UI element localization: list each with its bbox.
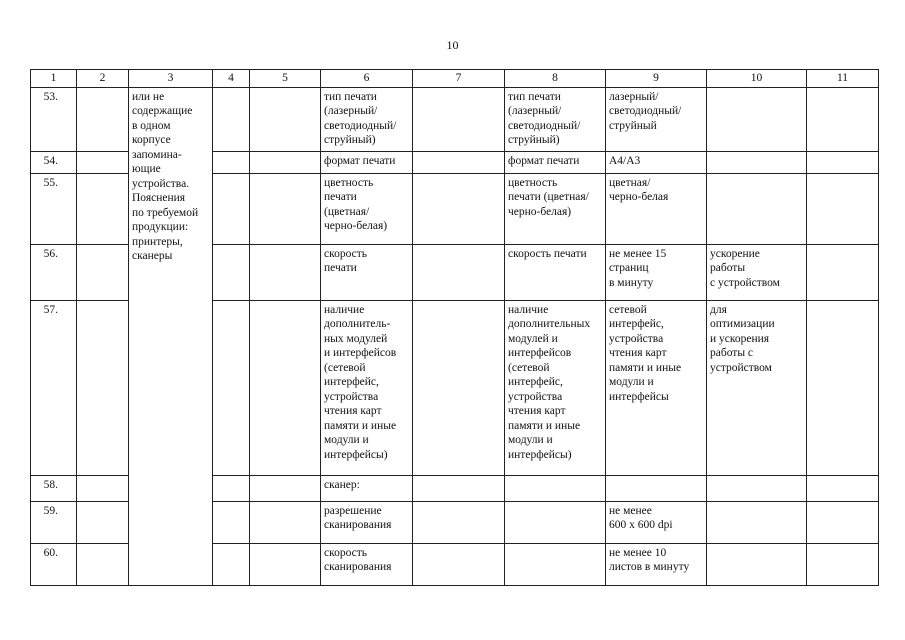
- col7-cell: [413, 300, 505, 475]
- characteristic-name-alt-cell-text: цветность печати (цветная/ черно-белая): [508, 176, 589, 218]
- characteristic-name-cell: [321, 543, 413, 585]
- characteristic-name-cell-text: наличие дополнитель- ных модулей и интерфейсов (сетевой интерфейс, устройства чтения карт памяти и иные модули и интерфейсы): [324, 303, 397, 461]
- col2-cell: [77, 475, 129, 501]
- col5-cell: [250, 87, 321, 151]
- justification-cell: [707, 87, 807, 151]
- col4-cell: [213, 87, 250, 151]
- justification-cell: [707, 475, 807, 501]
- row-number-cell: [31, 87, 77, 151]
- col7-cell: [413, 244, 505, 300]
- col2-cell: [77, 173, 129, 244]
- characteristic-name-cell-text: разрешение сканирования: [324, 504, 392, 531]
- col5-cell: [250, 475, 321, 501]
- characteristic-name-alt-cell: [505, 87, 606, 151]
- characteristic-value-cell-text: не менее 15 страниц в минуту: [609, 247, 667, 289]
- col4-cell: [213, 300, 250, 475]
- row-number-cell-text: 56.: [43, 247, 58, 260]
- justification-cell: [707, 244, 807, 300]
- col7-cell: [413, 543, 505, 585]
- col2-cell: [77, 244, 129, 300]
- characteristic-name-cell: [321, 173, 413, 244]
- col5-cell: [250, 543, 321, 585]
- col7-cell: [413, 87, 505, 151]
- column-header: 3: [129, 70, 213, 88]
- characteristic-value-cell: [606, 475, 707, 501]
- characteristic-name-alt-cell: [505, 475, 606, 501]
- characteristic-name-cell: [321, 501, 413, 543]
- col4-cell: [213, 151, 250, 173]
- characteristic-name-cell-text: скорость сканирования: [324, 546, 392, 573]
- characteristic-name-cell: [321, 87, 413, 151]
- characteristic-value-cell-text: сетевой интерфейс, устройства чтения карт памяти и иные модули и интерфейсы: [609, 303, 682, 403]
- characteristic-name-alt-cell-text: скорость печати: [508, 247, 587, 260]
- product-description-cell-text: или не содержащие в одном корпусе запомина- ющие устройства. Пояснения по требуемой продукции: принтеры, сканеры: [132, 90, 199, 262]
- characteristic-name-alt-cell: [505, 151, 606, 173]
- column-header: 9: [606, 70, 707, 88]
- justification-cell: [707, 501, 807, 543]
- justification-cell: [707, 300, 807, 475]
- col4-cell: [213, 501, 250, 543]
- col11-cell: [807, 173, 879, 244]
- header-row: [31, 70, 879, 88]
- justification-cell-text: ускорение работы с устройством: [710, 247, 780, 289]
- characteristic-name-alt-cell-text: тип печати (лазерный/ светодиодный/ струйный): [508, 90, 581, 146]
- characteristic-name-alt-cell-text: наличие дополнительных модулей и интерфейсов (сетевой интерфейс, устройства чтения карт памяти и иные модули и интерфейсы): [508, 303, 591, 461]
- col4-cell: [213, 173, 250, 244]
- justification-cell: [707, 151, 807, 173]
- justification-cell-text: для оптимизации и ускорения работы с устройством: [710, 303, 775, 374]
- specification-table: [30, 69, 879, 586]
- characteristic-name-alt-cell: [505, 173, 606, 244]
- col7-cell: [413, 475, 505, 501]
- row-number-cell-text: 58.: [43, 478, 58, 491]
- characteristic-name-cell: [321, 475, 413, 501]
- page-number: 10: [446, 38, 459, 52]
- characteristic-name-cell-text: скорость печати: [324, 247, 368, 274]
- characteristic-name-cell: [321, 244, 413, 300]
- row-number-cell: [31, 244, 77, 300]
- row-number-cell-text: 53.: [43, 90, 58, 103]
- justification-cell: [707, 173, 807, 244]
- characteristic-value-cell: [606, 87, 707, 151]
- col2-cell: [77, 151, 129, 173]
- col11-cell: [807, 475, 879, 501]
- col11-cell: [807, 244, 879, 300]
- row-number-cell-text: 59.: [43, 504, 58, 517]
- col4-cell: [213, 543, 250, 585]
- col2-cell: [77, 501, 129, 543]
- col7-cell: [413, 173, 505, 244]
- characteristic-name-cell: [321, 300, 413, 475]
- col11-cell: [807, 87, 879, 151]
- characteristic-name-cell-text: сканер:: [324, 478, 360, 491]
- row-number-cell: [31, 543, 77, 585]
- row-number-cell-text: 55.: [43, 176, 58, 189]
- characteristic-name-cell: [321, 151, 413, 173]
- characteristic-value-cell: [606, 151, 707, 173]
- justification-cell: [707, 543, 807, 585]
- characteristic-name-cell-text: цветность печати (цветная/ черно-белая): [324, 176, 388, 232]
- row-number-cell: [31, 300, 77, 475]
- col2-cell: [77, 543, 129, 585]
- col7-cell: [413, 501, 505, 543]
- col2-cell: [77, 300, 129, 475]
- characteristic-name-cell-text: тип печати (лазерный/ светодиодный/ струйный): [324, 90, 397, 146]
- row-number-cell-text: 54.: [43, 154, 58, 167]
- column-header: 7: [413, 70, 505, 88]
- characteristic-value-cell-text: не менее 10 листов в минуту: [609, 546, 690, 573]
- characteristic-value-cell-text: не менее 600 x 600 dpi: [609, 504, 673, 531]
- col11-cell: [807, 300, 879, 475]
- characteristic-value-cell: [606, 501, 707, 543]
- row-number-cell-text: 57.: [43, 303, 58, 316]
- column-header: 5: [250, 70, 321, 88]
- characteristic-value-cell-text: цветная/ черно-белая: [609, 176, 669, 203]
- characteristic-value-cell: [606, 300, 707, 475]
- characteristic-value-cell-text: А4/А3: [609, 154, 641, 167]
- column-header: 11: [807, 70, 879, 88]
- col4-cell: [213, 475, 250, 501]
- characteristic-name-alt-cell: [505, 543, 606, 585]
- col7-cell: [413, 151, 505, 173]
- characteristic-name-cell-text: формат печати: [324, 154, 396, 167]
- col2-cell: [77, 87, 129, 151]
- col11-cell: [807, 543, 879, 585]
- column-header: 2: [77, 70, 129, 88]
- row-number-cell: [31, 151, 77, 173]
- row-number-cell: [31, 475, 77, 501]
- col5-cell: [250, 151, 321, 173]
- column-header: 8: [505, 70, 606, 88]
- characteristic-value-cell: [606, 173, 707, 244]
- characteristic-name-alt-cell: [505, 501, 606, 543]
- characteristic-name-alt-cell: [505, 300, 606, 475]
- column-header: 4: [213, 70, 250, 88]
- col5-cell: [250, 173, 321, 244]
- characteristic-value-cell: [606, 543, 707, 585]
- col5-cell: [250, 300, 321, 475]
- col11-cell: [807, 151, 879, 173]
- col5-cell: [250, 244, 321, 300]
- characteristic-name-alt-cell-text: формат печати: [508, 154, 580, 167]
- characteristic-value-cell-text: лазерный/ светодиодный/ струйный: [609, 90, 682, 132]
- col4-cell: [213, 244, 250, 300]
- row-number-cell: [31, 173, 77, 244]
- column-header: 6: [321, 70, 413, 88]
- col11-cell: [807, 501, 879, 543]
- characteristic-name-alt-cell: [505, 244, 606, 300]
- row-number-cell-text: 60.: [43, 546, 58, 559]
- column-header: 10: [707, 70, 807, 88]
- column-header: 1: [31, 70, 77, 88]
- row-number-cell: [31, 501, 77, 543]
- product-description-cell: [129, 87, 213, 585]
- characteristic-value-cell: [606, 244, 707, 300]
- table-row: [31, 87, 879, 151]
- col5-cell: [250, 501, 321, 543]
